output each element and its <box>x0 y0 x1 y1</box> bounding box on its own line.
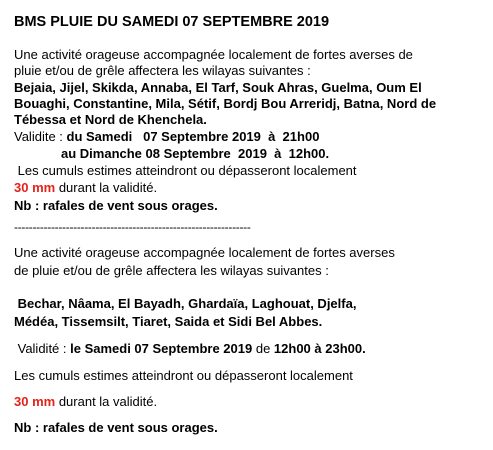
bulletin1-validity-to: au Dimanche 08 Septembre 2019 à 12h00. <box>61 146 330 161</box>
bulletin-title: BMS PLUIE DU SAMEDI 07 SEPTEMBRE 2019 <box>14 14 330 30</box>
bulletin2-wilayas-line1: Bechar, Nâama, El Bayadh, Ghardaïa, Laghouat, Djelfa, <box>14 296 357 311</box>
bulletin2-validity-de: de <box>252 341 274 356</box>
bulletin2-note: Nb : rafales de vent sous orages. <box>14 420 218 435</box>
bulletin1-cumul-suffix: durant la validité. <box>55 180 158 195</box>
bulletin2-cumul-value: 30 mm <box>14 394 56 409</box>
bulletin2-intro-line1: Une activité orageuse accompagnée localement de fortes averses <box>14 245 395 260</box>
bulletin1-wilayas-line2: Bouaghi, Constantine, Mila, Sétif, Bordj Bou Arreridj, Batna, Nord de <box>14 96 437 111</box>
bulletin1-cumul-value: 30 mm <box>14 180 56 195</box>
bulletin2-validity-date: le Samedi 07 Septembre 2019 <box>70 341 253 356</box>
bulletin2-cumul-suffix: durant la validité. <box>55 394 158 409</box>
bulletin1-cumul-line <box>14 180 157 196</box>
bulletin1-validity-from-value: du Samedi 07 Septembre 2019 à 21h00 <box>66 129 320 144</box>
bulletin1-validity-from <box>14 129 319 145</box>
bulletin1-note: Nb : rafales de vent sous orages. <box>14 198 218 213</box>
bulletin2-validity-time: 12h00 à 23h00. <box>273 341 366 356</box>
bulletin2-cumul-text: Les cumuls estimes atteindront ou dépasseront localement <box>14 368 353 383</box>
bulletin2-cumul-line <box>14 394 157 410</box>
bulletin2-validity <box>14 341 366 357</box>
bulletin1-intro-line2: pluie et/ou de grêle affectera les wilayas suivantes : <box>14 63 311 78</box>
bulletin2-wilayas-line2: Médéa, Tissemsilt, Tiaret, Saida et Sidi Bel Abbes. <box>14 314 323 329</box>
separator-line: ---------------------------------------------------------------- <box>14 220 251 234</box>
bulletin1-validity-label: Validite : <box>14 129 67 144</box>
bulletin1-intro-line1: Une activité orageuse accompagnée localement de fortes averses de <box>14 47 413 62</box>
bulletin1-wilayas-line1: Bejaia, Jijel, Skikda, Annaba, El Tarf, Souk Ahras, Guelma, Oum El <box>14 80 422 95</box>
bulletin1-cumul-text: Les cumuls estimes atteindront ou dépasseront localement <box>14 163 357 178</box>
bulletin2-intro-line2: de pluie et/ou de grêle affectera les wilayas suivantes : <box>14 263 329 278</box>
bulletin1-wilayas-line3: Tébessa et Nord de Khenchela. <box>14 112 207 127</box>
bulletin2-validity-label: Validité : <box>14 341 71 356</box>
